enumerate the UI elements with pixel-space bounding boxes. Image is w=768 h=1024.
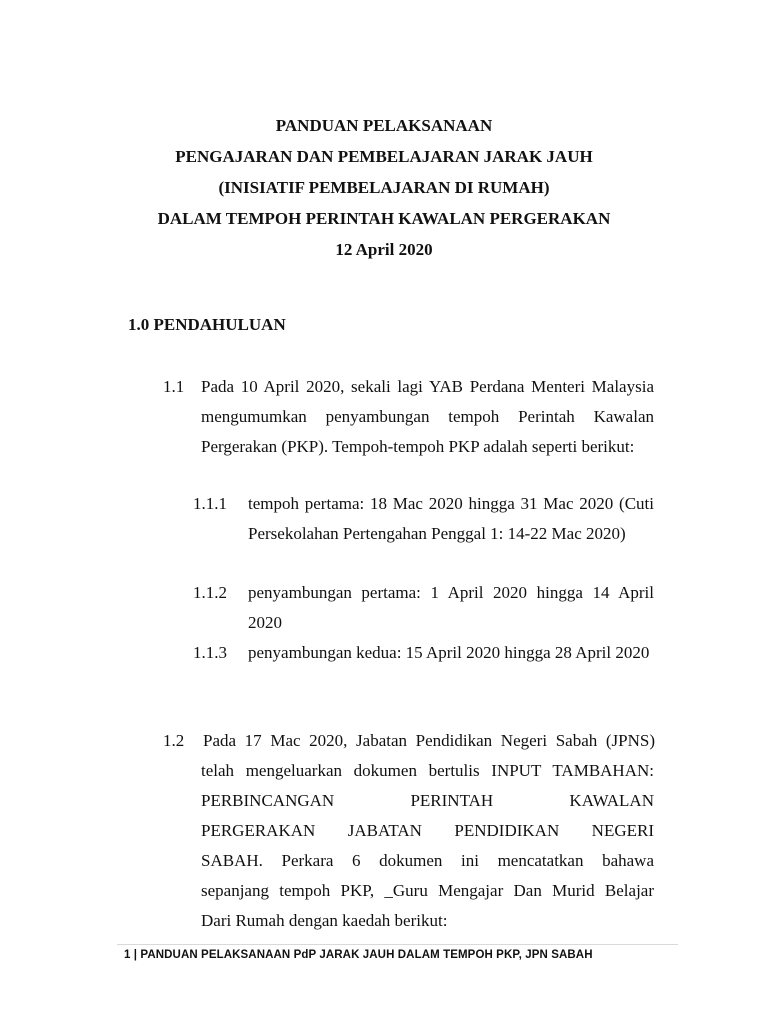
paragraph-body: [201, 756, 654, 936]
section-heading: 1.0 PENDAHULUAN: [128, 315, 286, 334]
page-footer: 1 | PANDUAN PELAKSANAAN PdP JARAK JAUH DALAM TEMPOH PKP, JPN SABAH: [124, 949, 593, 961]
paragraph-line-2: telah mengeluarkan dokumen bertulis INPUT TAMBAHAN:: [201, 761, 654, 780]
paragraph-line-3: PERBINCANGAN PERINTAH KAWALAN: [201, 791, 654, 810]
paragraph-number: 1.1.3: [193, 643, 227, 662]
title-line-1: PANDUAN PELAKSANAAN: [275, 116, 493, 135]
title-line-2: PENGAJARAN DAN PEMBELAJARAN JARAK JAUH: [175, 147, 593, 166]
title-line-3: (INISIATIF PEMBELAJARAN DI RUMAH): [218, 178, 550, 197]
title-date: 12 April 2020: [335, 240, 433, 259]
document-title-block: [0, 110, 768, 265]
paragraph-text: penyambungan kedua: 15 April 2020 hingga 28 April 2020: [248, 643, 650, 662]
paragraph-line-7: Dari Rumah dengan kaedah berikut:: [201, 911, 448, 930]
footer-divider: [117, 944, 678, 945]
paragraph-line-5: SABAH. Perkara 6 dokumen ini mencatatkan bahawa: [201, 851, 654, 870]
paragraph-line-4: PERGERAKAN JABATAN PENDIDIKAN NEGERI: [201, 821, 654, 840]
paragraph-number: 1.1.1: [193, 494, 227, 513]
paragraph-text: Pada 10 April 2020, sekali lagi YAB Perdana Menteri Malaysia mengumumkan penyambungan tempoh Perintah Kawalan Pergerakan (PKP). Tempoh-tempoh PKP adalah seperti berikut:: [201, 377, 654, 456]
paragraph-line-1: Pada 17 Mac 2020, Jabatan Pendidikan Negeri Sabah (JPNS): [203, 731, 655, 750]
paragraph-number: 1.1: [163, 377, 185, 396]
paragraph-text: penyambungan pertama: 1 April 2020 hingga 14 April 2020: [248, 583, 654, 632]
paragraph-line-6: sepanjang tempoh PKP, _Guru Mengajar Dan Murid Belajar: [201, 881, 654, 900]
title-line-4: DALAM TEMPOH PERINTAH KAWALAN PERGERAKAN: [157, 209, 611, 228]
paragraph-number: 1.1.2: [193, 583, 227, 602]
paragraph-number: 1.2: [163, 731, 185, 750]
paragraph-text: tempoh pertama: 18 Mac 2020 hingga 31 Mac 2020 (Cuti Persekolahan Pertengahan Penggal 1: 14-22 Mac 2020): [248, 494, 654, 543]
